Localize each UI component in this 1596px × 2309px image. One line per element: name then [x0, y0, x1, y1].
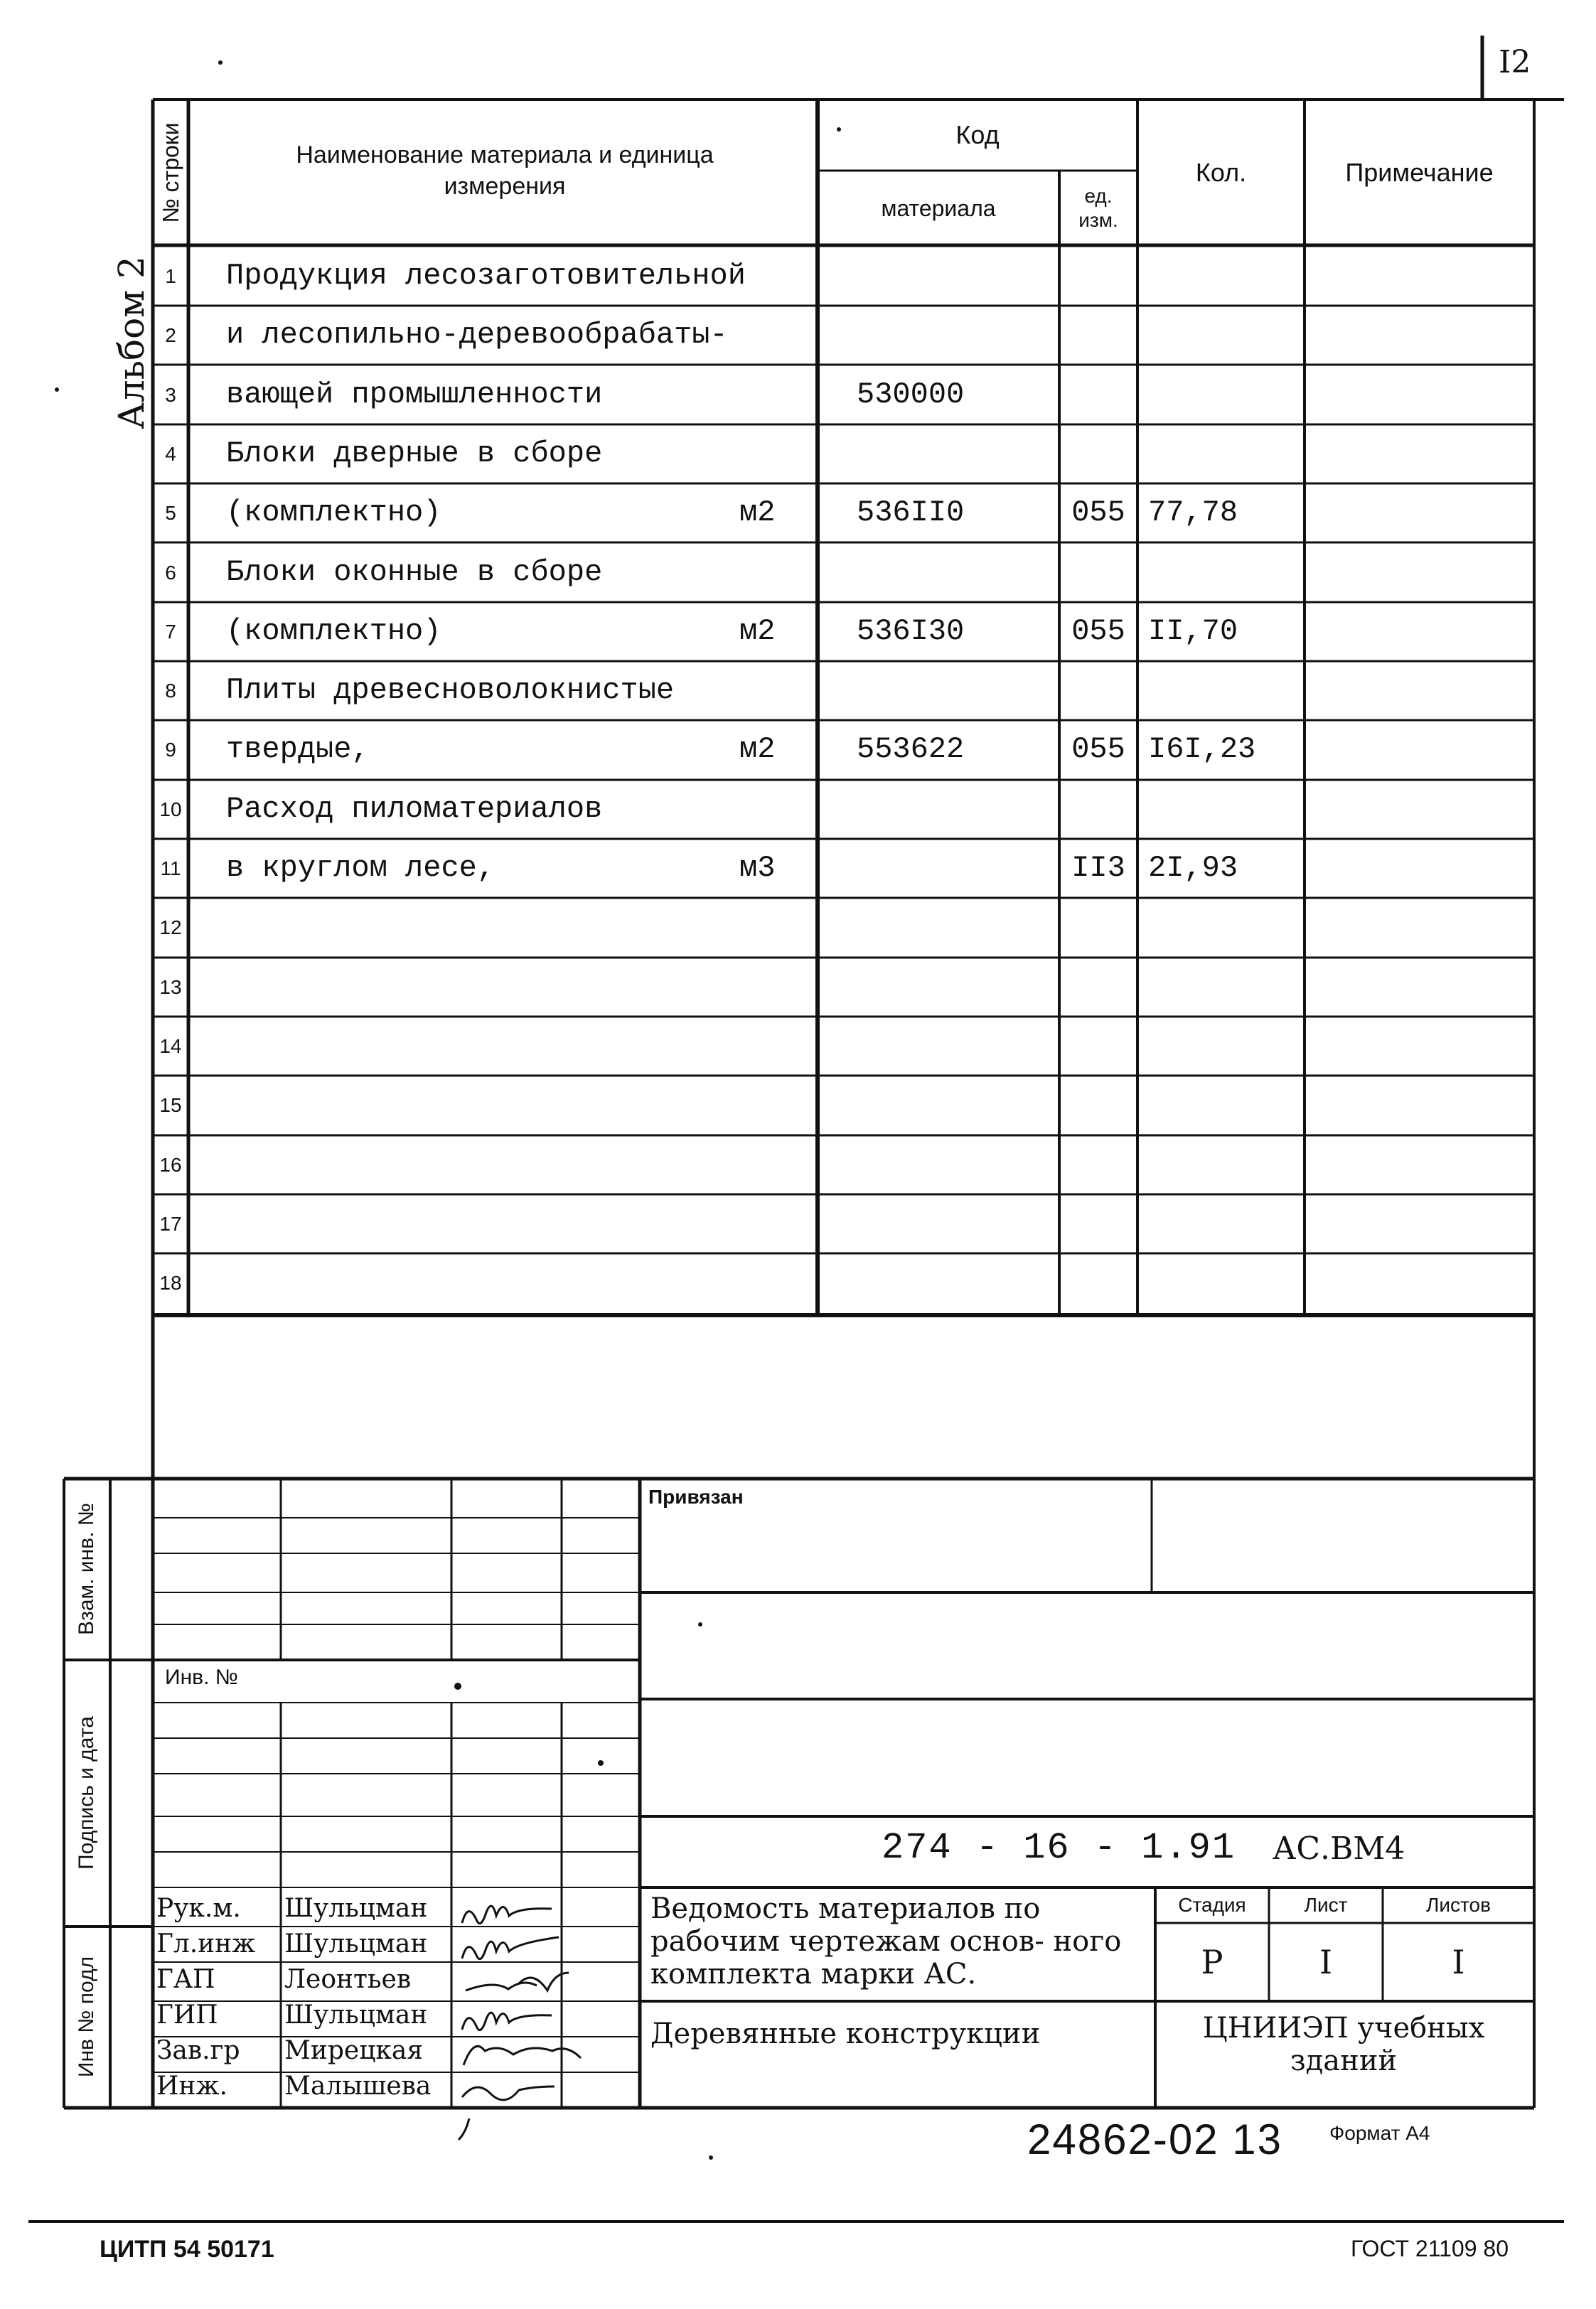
- row-number: 7: [165, 620, 176, 643]
- header-material: материала: [881, 195, 996, 221]
- sheet-value: I: [1319, 1943, 1333, 1981]
- row-number: 9: [165, 739, 176, 761]
- row-number: 1: [165, 265, 176, 287]
- side-label-inv-podl: Инв № подл: [75, 1956, 98, 2078]
- row-number: 4: [165, 442, 176, 465]
- header-note: Примечание: [1345, 157, 1494, 187]
- privyazan-label: Привязан: [648, 1486, 744, 1508]
- signer-role: Инж.: [156, 2072, 227, 2101]
- inv-no-label: Инв. №: [165, 1666, 238, 1689]
- footer-left: ЦИТП 54 50171: [100, 2236, 274, 2263]
- signer-name: Мирецкая: [284, 2036, 424, 2065]
- row-unit-code: 055: [1071, 732, 1125, 767]
- row-quantity: 2I,93: [1148, 851, 1238, 885]
- row-unit: м2: [739, 495, 776, 530]
- row-number: 18: [159, 1272, 182, 1295]
- signer-role: Зав.гр: [156, 2036, 240, 2065]
- row-number: 15: [159, 1094, 182, 1117]
- row-unit: м2: [739, 614, 776, 648]
- row-number: 17: [159, 1212, 182, 1235]
- row-quantity: II,70: [1148, 614, 1238, 648]
- row-name: Продукция лесозаготовительной: [226, 259, 746, 293]
- signer-name: Шульцман: [284, 2000, 428, 2030]
- doc-title: Ведомость материалов по рабочим чертежам основ- ного комплекта марки АС.: [650, 1892, 1122, 1991]
- row-number: 16: [159, 1153, 182, 1176]
- row-name: твердые,: [226, 732, 370, 767]
- header-name: Наименование материала и единица измерения: [296, 141, 714, 200]
- doc-code: 274 - 16 - 1.91: [882, 1827, 1236, 1869]
- doc-mark: АС.ВМ4: [1273, 1831, 1405, 1867]
- row-number: 6: [165, 561, 176, 584]
- row-number: 10: [159, 798, 182, 820]
- inventory-number: 24862-02 13: [1027, 2116, 1282, 2163]
- row-name: Плиты древесноволокнистые: [226, 673, 675, 708]
- format-label: Формат А4: [1329, 2122, 1430, 2144]
- row-number: 12: [159, 916, 182, 939]
- row-unit-code: II3: [1071, 851, 1125, 885]
- row-unit: м2: [739, 732, 776, 767]
- header-unit: ед. изм.: [1078, 185, 1118, 231]
- sheets-value: I: [1452, 1943, 1465, 1981]
- row-quantity: I6I,23: [1148, 732, 1256, 767]
- footer-right: ГОСТ 21109 80: [1351, 2236, 1509, 2261]
- signer-name: Леонтьев: [284, 1965, 412, 1994]
- signer-role: ГАП: [156, 1965, 215, 1994]
- row-name: Блоки дверные в сборе: [226, 436, 603, 471]
- album-label: Альбом 2: [111, 256, 152, 429]
- row-name: вающей промышленности: [226, 377, 603, 412]
- row-unit: м3: [739, 851, 776, 885]
- row-material-code: 536I30: [857, 614, 965, 648]
- signer-role: Рук.м.: [156, 1894, 241, 1923]
- row-name: Блоки оконные в сборе: [226, 555, 603, 589]
- row-unit-code: 055: [1071, 495, 1125, 530]
- row-unit-code: 055: [1071, 614, 1125, 648]
- row-number: 8: [165, 680, 176, 702]
- row-quantity: 77,78: [1148, 495, 1238, 530]
- signer-role: Гл.инж: [156, 1929, 256, 1959]
- row-material-code: 536II0: [857, 495, 965, 530]
- row-number: 3: [165, 383, 176, 406]
- row-material-code: 553622: [857, 732, 965, 767]
- stage-value: Р: [1201, 1943, 1223, 1981]
- row-name: Расход пиломатериалов: [226, 791, 603, 826]
- row-name: (комплектно): [226, 614, 441, 648]
- header-qty: Кол.: [1195, 157, 1247, 187]
- header-row-no: № строки: [158, 122, 183, 223]
- header-code: Код: [955, 120, 1000, 149]
- subject: Деревянные конструкции: [650, 2018, 1041, 2050]
- organization: ЦНИИЭП учебных зданий: [1202, 2012, 1485, 2077]
- row-number: 13: [159, 975, 182, 998]
- sheet-header: Лист: [1304, 1894, 1348, 1916]
- signer-name: Шульцман: [284, 1894, 428, 1923]
- row-material-code: 530000: [857, 377, 965, 412]
- signer-role: ГИП: [156, 2000, 218, 2030]
- sheet-number: I2: [1499, 44, 1531, 80]
- signer-name: Малышева: [284, 2072, 432, 2101]
- row-number: 11: [160, 857, 181, 879]
- row-number: 2: [165, 324, 176, 347]
- row-number: 14: [159, 1034, 182, 1057]
- stage-header: Стадия: [1178, 1894, 1246, 1916]
- side-label-podpis: Подпись и дата: [75, 1716, 98, 1870]
- row-name: (комплектно): [226, 495, 441, 530]
- row-number: 5: [165, 502, 176, 525]
- row-name: и лесопильно-деревообрабаты-: [226, 318, 728, 353]
- signer-name: Шульцман: [284, 1929, 428, 1959]
- sheets-header: Листов: [1426, 1894, 1491, 1916]
- side-label-vzam: Взам. инв. №: [75, 1503, 98, 1635]
- row-name: в круглом лесе,: [226, 851, 496, 885]
